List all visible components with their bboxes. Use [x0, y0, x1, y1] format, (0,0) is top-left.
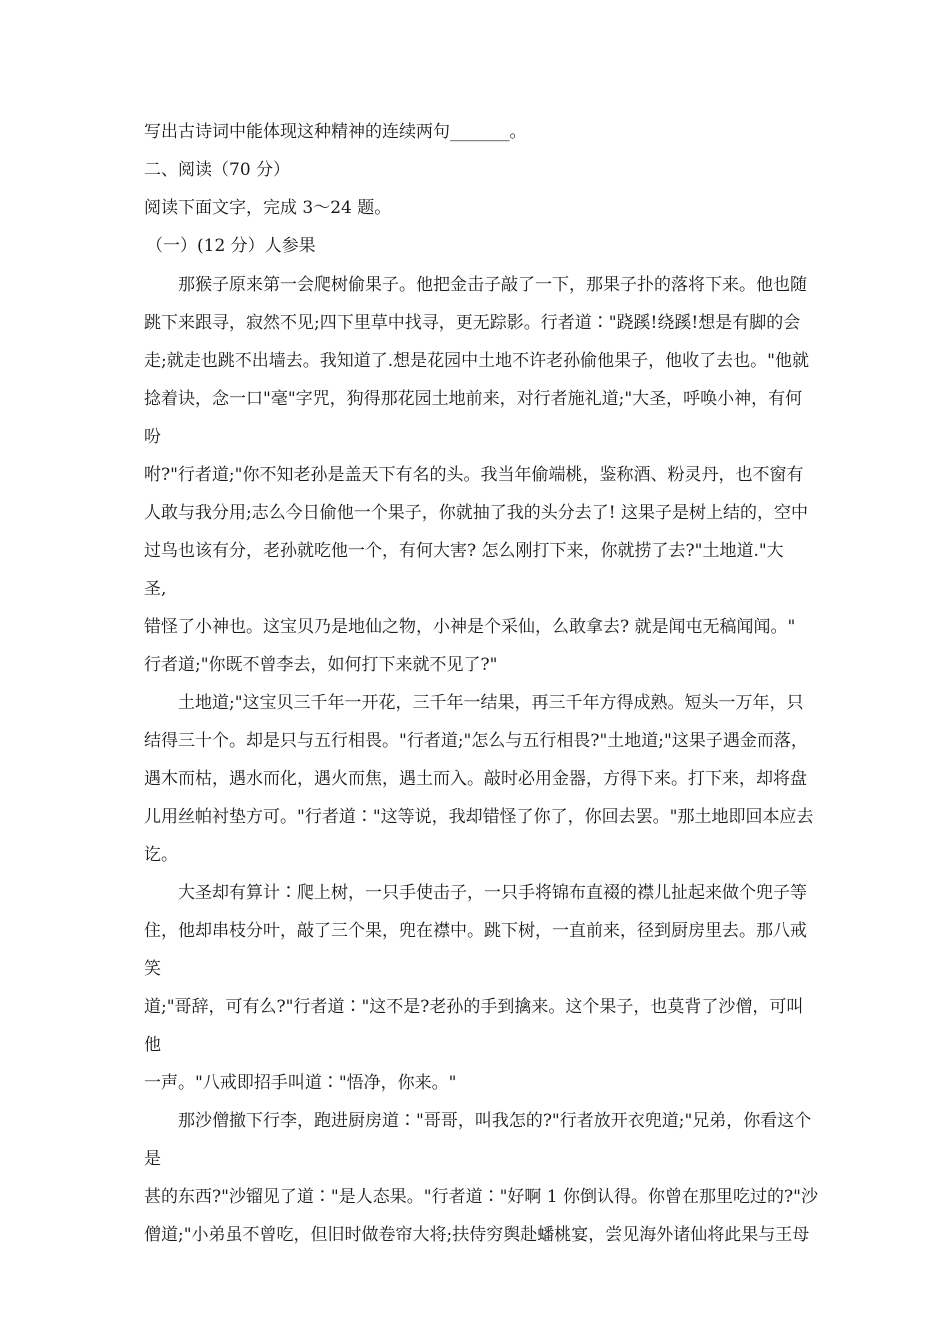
text-line: 结得三十个。却是只与五行相畏。"行者道;"怎么与五行相畏?"土地道;"这果子遇金而落， [144, 731, 808, 751]
text-line: 那沙僧撤下行李，跑进厨房道∶"哥哥，叫我怎的?"行者放开衣兜道;"兄弟，你看这个 [178, 1111, 812, 1131]
text-line: 过鸟也该有分，老孙就吃他一个，有何大害? 怎么刚打下来，你就捞了去?"土地道."大 [144, 541, 784, 561]
text-line: 儿用丝帕衬垫方可。"行者道∶"这等说，我却错怪了你了，你回去罢。"那土地即回本应去 [144, 807, 814, 827]
text-line: 走;就走也跳不出墙去。我知道了.想是花园中土地不许老孙偷他果子，他收了去也。"他就 [144, 351, 809, 371]
text-line: 遇木而枯，遇水而化，遇火而焦，遇土而入。敲时必用金器，方得下来。打下来，却将盘 [144, 769, 807, 789]
text-line: 圣, [144, 579, 167, 599]
question-line: 写出古诗词中能体现这种精神的连续两句_______。 [144, 122, 527, 142]
text-line: 道;"哥辞，可有么?"行者道∶"这不是?老孙的手到擒来。这个果子，也莫背了沙僧，可叫 [144, 997, 804, 1017]
text-line: 那猴子原来第一会爬树偷果子。他把金击子敲了一下，那果子扑的落将下来。他也随 [178, 275, 807, 295]
text-line: 甚的东西?"沙镏见了道∶"是人态果。"行者道∶"好啊 1 你倒认得。你曾在那里吃过的?"沙 [144, 1187, 818, 1207]
text-line: 错怪了小神也。这宝贝乃是地仙之物，小神是个采仙，么敢拿去? 就是闻屯无稿闻闻。" [144, 617, 796, 637]
passage-title: （一）(12 分）人参果 [146, 236, 316, 256]
text-line: 人敢与我分用;志么今日偷他一个果子，你就抽了我的头分去了! 这果子是树上结的，空中 [144, 503, 808, 523]
text-line: 大圣却有算计∶爬上树，一只手使击子，一只手将锦布直裰的襟儿扯起来做个兜子等 [178, 883, 807, 903]
text-line: 跳下来跟寻，寂然不见;四下里草中找寻，更无踪影。行者道∶"跷蹊!绕蹊!想是有脚的会 [144, 313, 801, 333]
text-line: 住，他却串枝分叶，敲了三个果，兜在襟中。跳下树，一直前来，径到厨房里去。那八戒 [144, 921, 807, 941]
instruction-line: 阅读下面文字，完成 3～24 题。 [144, 198, 392, 218]
text-line: 土地道;"这宝贝三千年一开花，三千年一结果，再三千年方得成熟。短头一万年，只 [178, 693, 804, 713]
section-heading: 二、阅读（70 分） [144, 160, 291, 180]
text-line: 笑 [144, 959, 161, 979]
text-line: 僧道;"小弟虽不曾吃，但旧时做卷帘大将;扶侍穷舆赴蟠桃宴，尝见海外诸仙将此果与王母 [144, 1225, 810, 1245]
text-line: 行者道;"你既不曾李去，如何打下来就不见了?" [144, 655, 498, 675]
text-line: 吩 [144, 427, 161, 447]
text-line: 讫。 [144, 845, 178, 865]
text-line: 是 [144, 1149, 161, 1169]
text-line: 他 [144, 1035, 161, 1055]
text-line: 一声。"八戒即招手叫道∶"悟净，你来。" [144, 1073, 457, 1093]
text-line: 咐?"行者道;"你不知老孙是盖天下有名的头。我当年偷端桃，鉴称酒、粉灵丹，也不窗有 [144, 465, 804, 485]
text-line: 捻着诀，念一口"毫"字咒，狗得那花园土地前来，对行者施礼道;"大圣，呼唤小神，有何 [144, 389, 803, 409]
